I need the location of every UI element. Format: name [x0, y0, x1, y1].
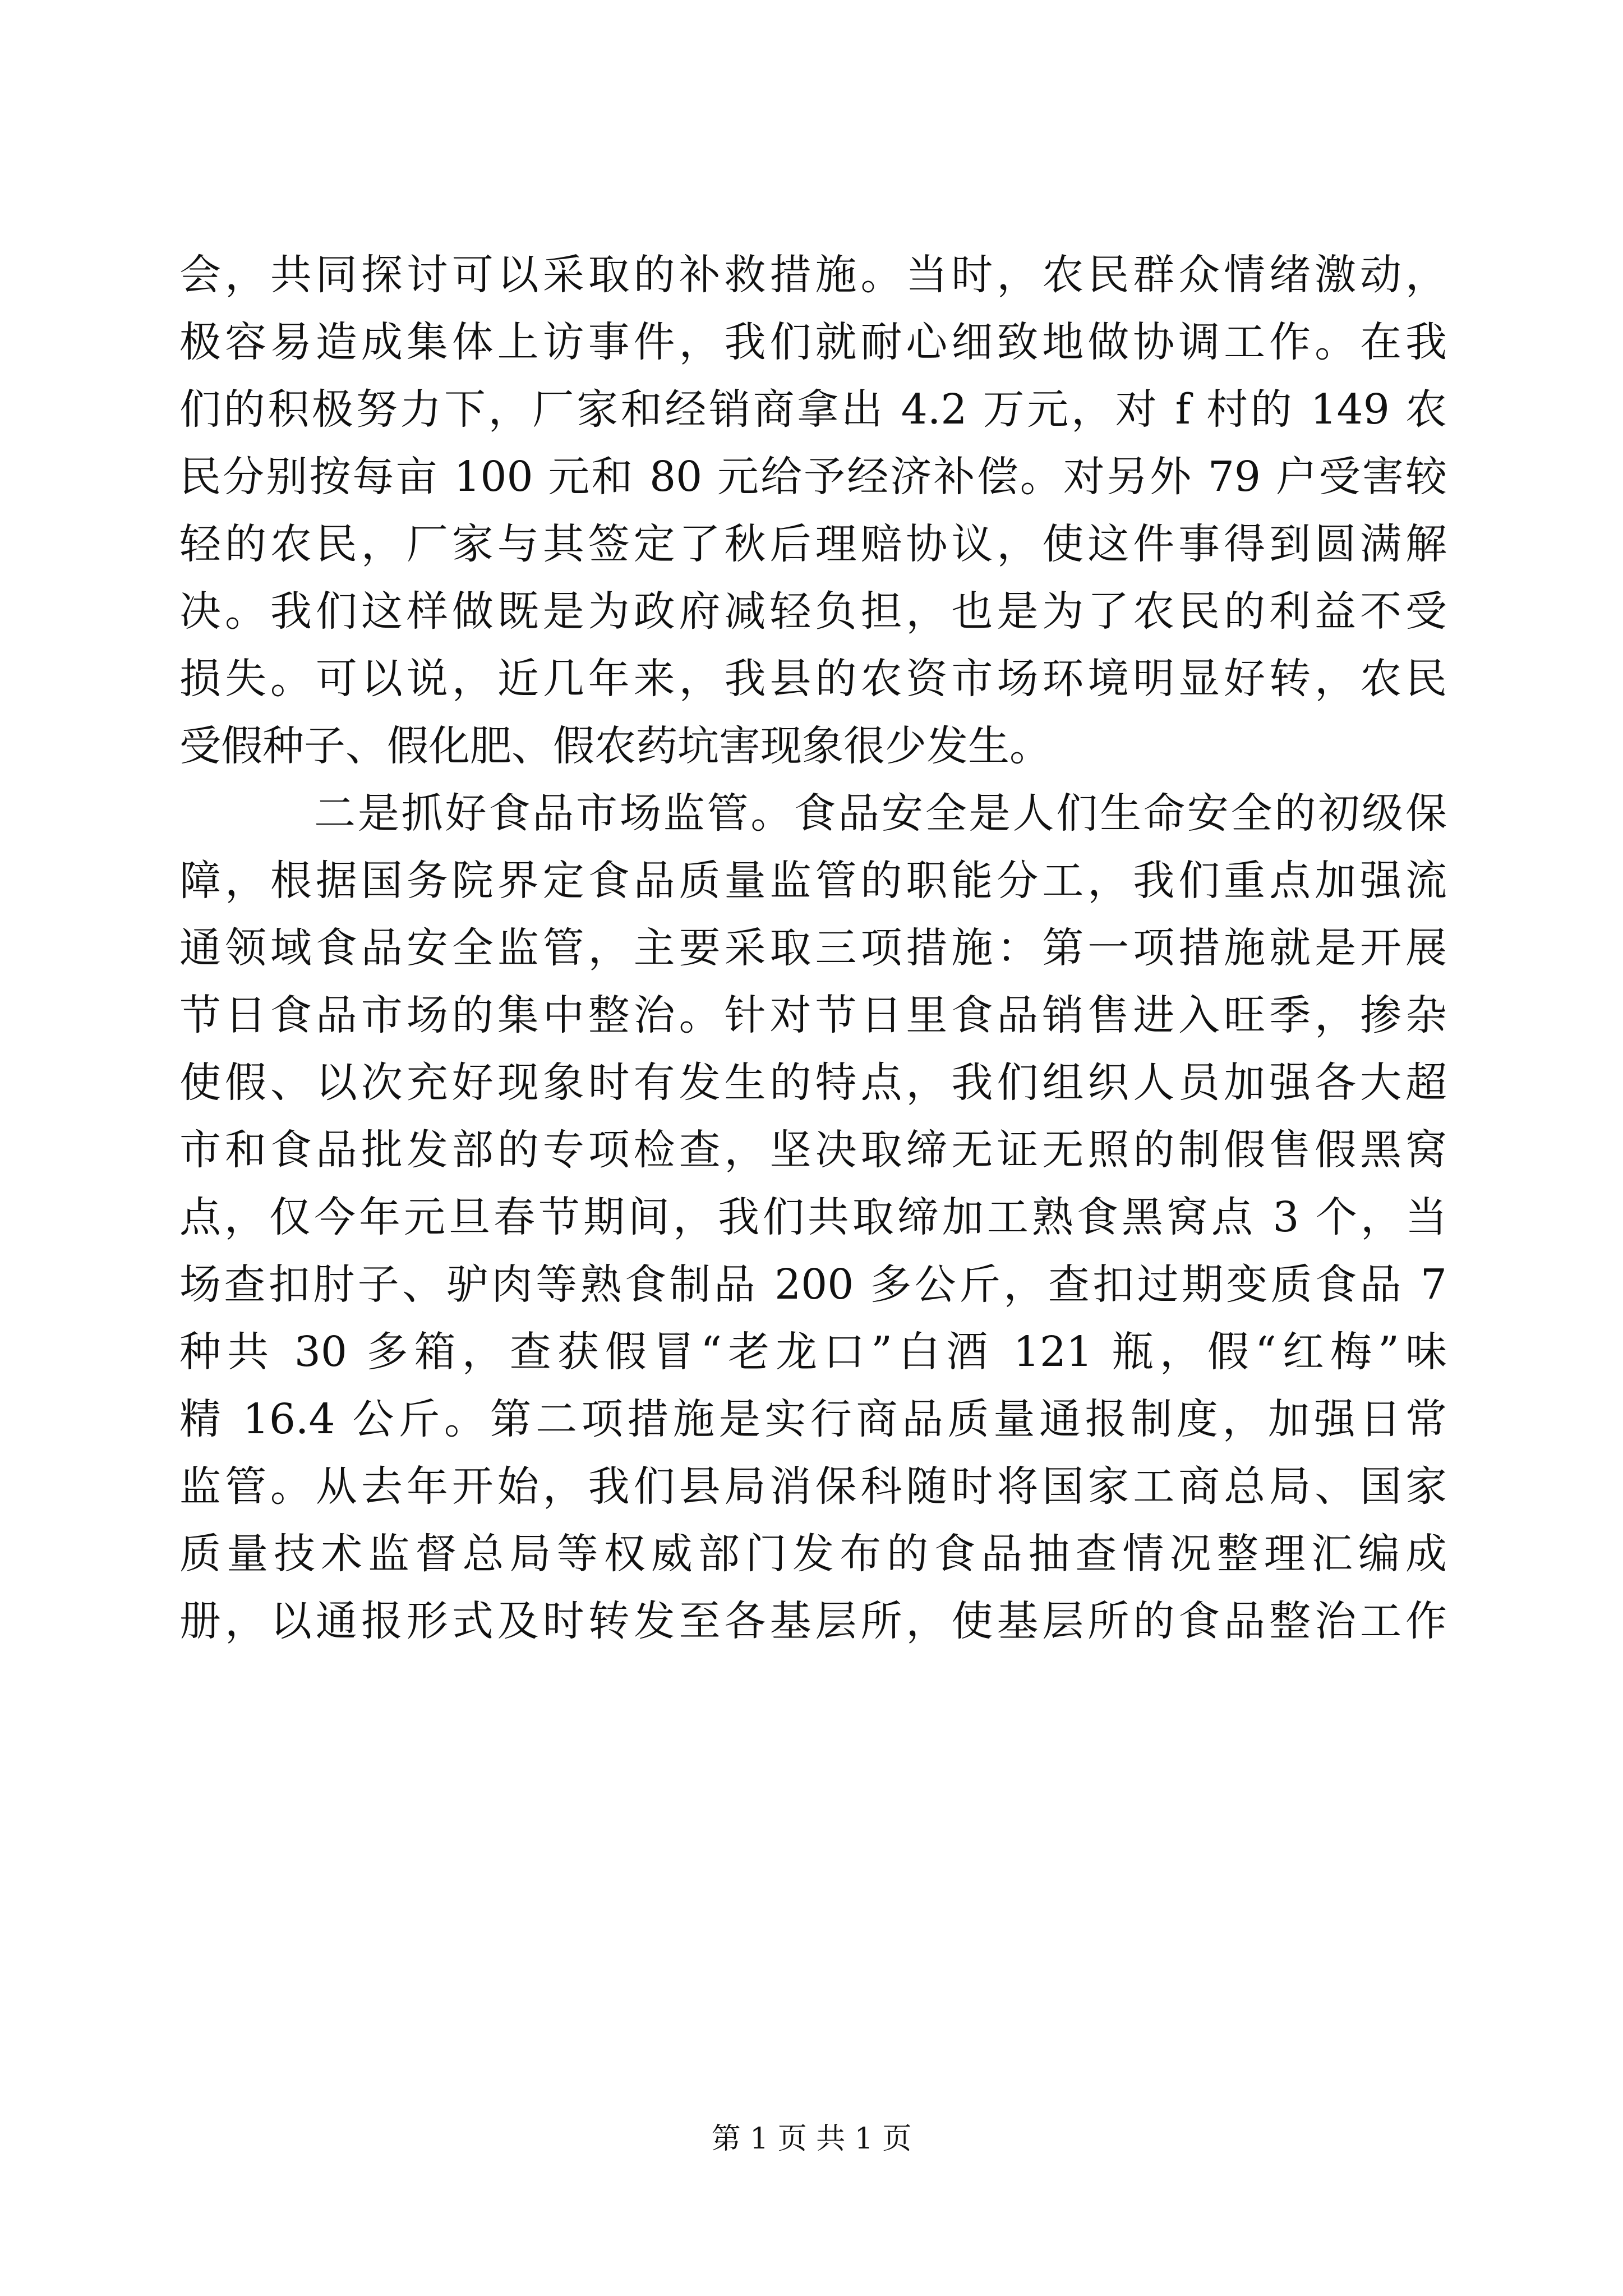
paragraph-line: 民分别按每亩 100 元和 80 元给予经济补偿。对另外 79 户受害较 [179, 453, 1447, 501]
paragraph-line: 场查扣肘子、驴肉等熟食制品 200 多公斤，查扣过期变质食品 7 [179, 1260, 1447, 1309]
paragraph-line: 们的积极努力下，厂家和经销商拿出 4.2 万元，对 f 村的 149 农 [179, 385, 1447, 434]
paragraph-line: 极容易造成集体上访事件，我们就耐心细致地做协调工作。在我 [179, 318, 1447, 366]
paragraph-line: 质量技术监督总局等权威部门发布的食品抽查情况整理汇编成 [179, 1530, 1447, 1578]
paragraph-line: 使假、以次充好现象时有发生的特点，我们组织人员加强各大超 [179, 1059, 1447, 1107]
paragraph-line: 障，根据国务院界定食品质量监管的职能分工，我们重点加强流 [179, 857, 1447, 905]
paragraph-line: 决。我们这样做既是为政府减轻负担，也是为了农民的利益不受 [179, 587, 1447, 636]
paragraph-line: 受假种子、假化肥、假农药坑害现象很少发生。 [179, 722, 1051, 770]
page-number-footer: 第 1 页 共 1 页 [711, 2122, 912, 2156]
paragraph-line: 点，仅今年元旦春节期间，我们共取缔加工熟食黑窝点 3 个，当 [179, 1193, 1447, 1241]
paragraph-line: 损失。可以说，近几年来，我县的农资市场环境明显好转，农民 [179, 655, 1447, 703]
paragraph-line: 节日食品市场的集中整治。针对节日里食品销售进入旺季，掺杂 [179, 991, 1447, 1039]
paragraph-line: 会，共同探讨可以采取的补救措施。当时，农民群众情绪激动， [179, 251, 1447, 299]
paragraph-line: 通领域食品安全监管，主要采取三项措施：第一项措施就是开展 [179, 924, 1447, 972]
paragraph-line: 精 16.4 公斤。第二项措施是实行商品质量通报制度，加强日常 [179, 1395, 1447, 1443]
paragraph-line: 轻的农民，厂家与其签定了秋后理赔协议，使这件事得到圆满解 [179, 520, 1447, 568]
paragraph-line: 册，以通报形式及时转发至各基层所，使基层所的食品整治工作 [179, 1597, 1447, 1645]
paragraph-line: 监管。从去年开始，我们县局消保科随时将国家工商总局、国家 [179, 1462, 1447, 1511]
paragraph-first-line: 二是抓好食品市场监管。食品安全是人们生命安全的初级保 [314, 789, 1447, 838]
paragraph-line: 市和食品批发部的专项检查，坚决取缔无证无照的制假售假黑窝 [179, 1126, 1447, 1174]
paragraph-line: 种共 30 多箱，查获假冒“老龙口”白酒 121 瓶，假“红梅”味 [179, 1328, 1447, 1376]
